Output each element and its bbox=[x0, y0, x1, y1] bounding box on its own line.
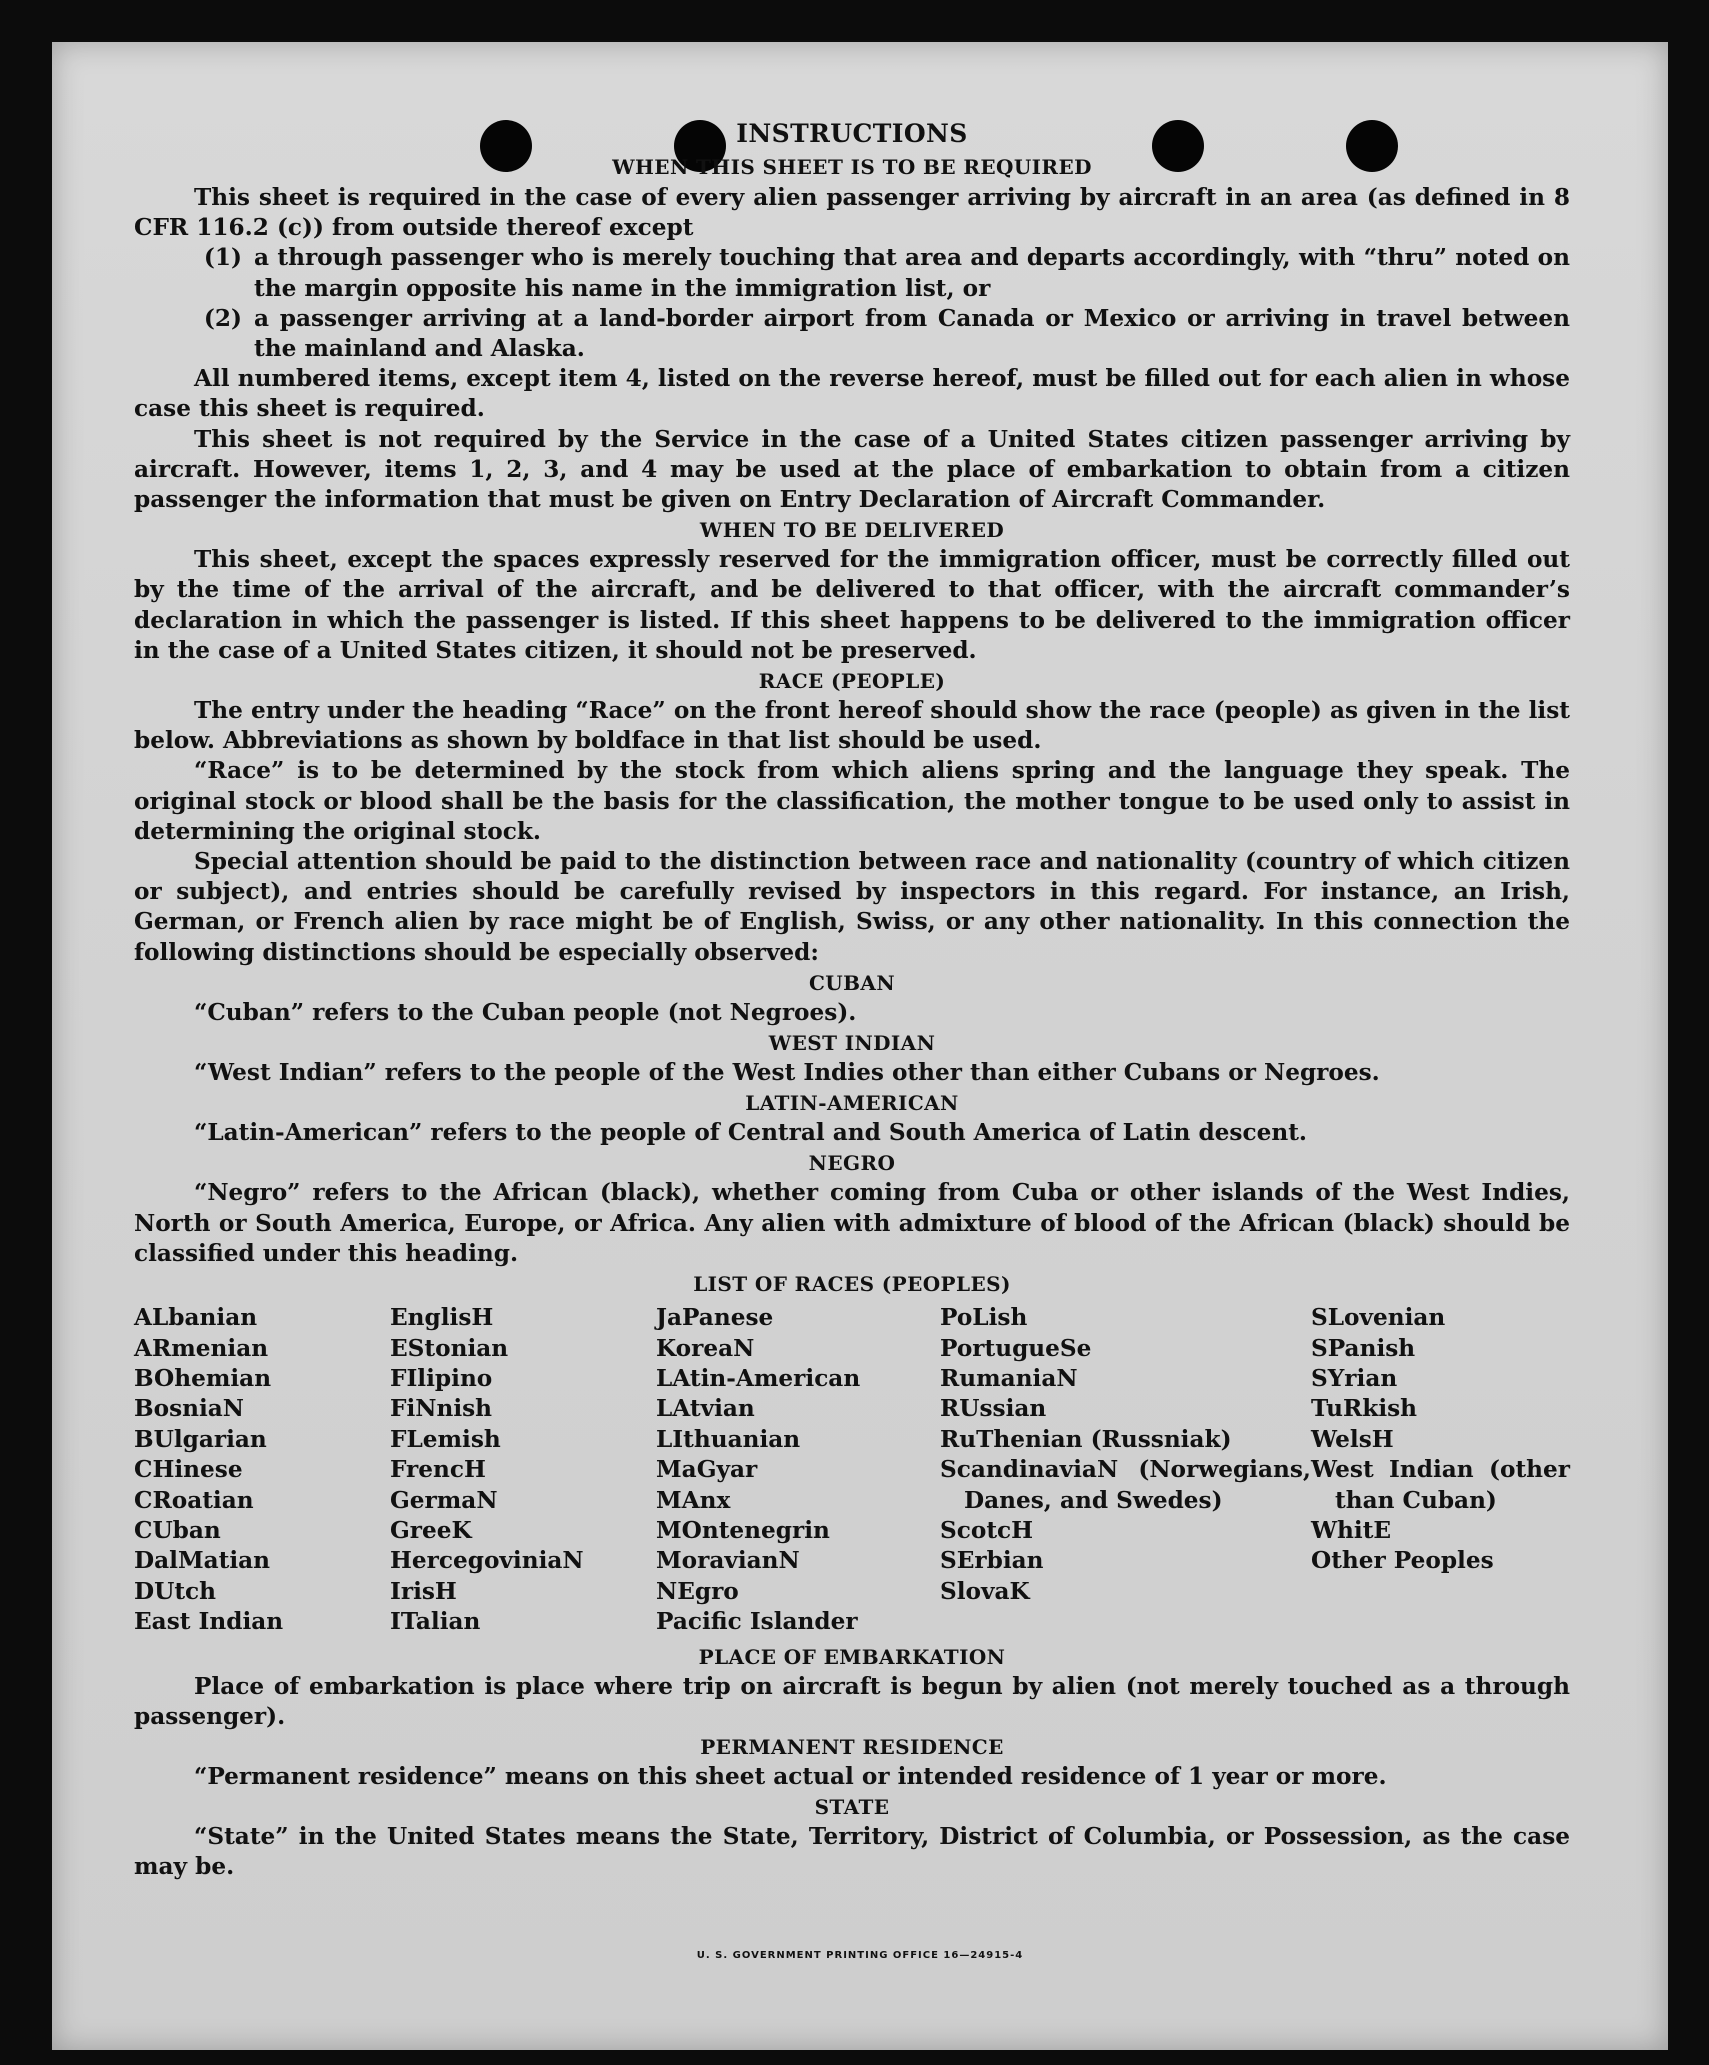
race-item: CUban bbox=[134, 1516, 221, 1544]
races-column-3 bbox=[656, 1303, 940, 1637]
item-text: a passenger arriving at a land-border airport from Canada or Mexico or arriving in travel between the mainland and Alaska. bbox=[254, 304, 1570, 363]
race-item: FLemish bbox=[390, 1425, 501, 1453]
race-item: BOhemian bbox=[134, 1364, 272, 1392]
race-item: KoreaN bbox=[656, 1334, 755, 1362]
race-item: CHinese bbox=[134, 1456, 243, 1484]
race-item: EStonian bbox=[390, 1334, 509, 1362]
race-item: ALbanian bbox=[134, 1304, 258, 1332]
paragraph-race-stock: “Race” is to be determined by the stock from which aliens spring and the language they speak. The original stock or blood shall be the basis for the classification, the mother tongue to be used only to assist in determining the original stock. bbox=[134, 757, 1570, 845]
race-item: WhitE bbox=[1311, 1516, 1392, 1544]
paragraph-state: “State” in the United States means the State, Territory, District of Columbia, or Possession, as the case may be. bbox=[134, 1823, 1570, 1881]
item-number: (2) bbox=[203, 304, 242, 332]
section-heading-embarkation: PLACE OF EMBARKATION bbox=[698, 1644, 1006, 1669]
race-item: LIthuanian bbox=[656, 1425, 801, 1453]
race-item: HercegoviniaN bbox=[390, 1547, 584, 1575]
paragraph-negro: “Negro” refers to the African (black), whether coming from Cuba or other islands of the West Indies, North or South America, Europe, or Africa. Any alien with admixture of blood of the African (black) should be classified under this heading. bbox=[134, 1179, 1570, 1267]
race-item: ARmenian bbox=[134, 1334, 269, 1362]
race-item: RumaniaN bbox=[940, 1364, 1078, 1392]
race-item: FIlipino bbox=[390, 1364, 493, 1392]
section-heading-latin-american: LATIN-AMERICAN bbox=[745, 1091, 959, 1116]
exception-item-1 bbox=[134, 243, 1570, 303]
section-heading-delivered: WHEN TO BE DELIVERED bbox=[699, 518, 1005, 543]
races-column-4 bbox=[940, 1303, 1311, 1637]
item-text: a through passenger who is merely touching that area and departs accordingly, with “thru” noted on the margin opposite his name in the immigration list, or bbox=[254, 244, 1570, 302]
race-item: Pacific Islander bbox=[656, 1608, 858, 1636]
race-item: EnglisH bbox=[390, 1304, 494, 1332]
race-item: NEgro bbox=[656, 1577, 739, 1605]
race-item: Other Peoples bbox=[1311, 1547, 1494, 1575]
item-number: (1) bbox=[203, 244, 242, 272]
paragraph-citizen: This sheet is not required by the Service in the case of a United States citizen passenger arriving by aircraft. However, items 1, 2, 3, and 4 may be used at the place of embarkation to obtain from a citizen passenger the information that must be given on Entry Declaration of Aircraft Commander. bbox=[134, 425, 1570, 514]
race-item: ScandinaviaN (Norwegians, Danes, and Swedes) bbox=[940, 1456, 1311, 1514]
race-item: BosniaN bbox=[134, 1395, 245, 1423]
race-item: DUtch bbox=[134, 1577, 217, 1605]
race-item: East Indian bbox=[134, 1608, 284, 1636]
paragraph-race-nationality: Special attention should be paid to the distinction between race and nationality (country of which citizen or subject), and entries should be carefully revised by inspectors in this regard. For instance, an Irish, German, or French alien by race might be of English, Swiss, or any other nationality. In this connection the following distinctions should be especially observed: bbox=[134, 848, 1570, 966]
paragraph-delivered: This sheet, except the spaces expressly reserved for the immigration officer, must be correctly filled out by the time of the arrival of the aircraft, and be delivered to that officer, with the aircraft commander’s declaration in which the passenger is listed. If this sheet happens to be delivered to the immigration officer in the case of a United States citizen, it should not be preserved. bbox=[134, 546, 1570, 664]
races-column-5 bbox=[1311, 1303, 1570, 1637]
paragraph-latin-american: “Latin-American” refers to the people of Central and South America of Latin descent. bbox=[194, 1119, 1307, 1147]
race-item: SErbian bbox=[940, 1547, 1044, 1575]
races-column-2 bbox=[390, 1303, 656, 1637]
section-heading-state: STATE bbox=[814, 1795, 890, 1820]
race-item: SPanish bbox=[1311, 1334, 1416, 1362]
race-item: SlovaK bbox=[940, 1577, 1030, 1605]
race-item: MOntenegrin bbox=[656, 1516, 830, 1544]
paragraph-race-entry: The entry under the heading “Race” on the front hereof should show the race (people) as given in the list below. Abbreviations as shown by boldface in that list should be used. bbox=[134, 697, 1570, 755]
race-item: RUssian bbox=[940, 1395, 1047, 1423]
section-heading-cuban: CUBAN bbox=[808, 970, 896, 995]
race-item: GreeK bbox=[390, 1516, 472, 1544]
race-item: ScotcH bbox=[940, 1516, 1034, 1544]
race-item: West Indian (other than Cuban) bbox=[1311, 1456, 1570, 1514]
race-item: FiNnish bbox=[390, 1395, 493, 1423]
race-item: LAtin-American bbox=[656, 1364, 861, 1392]
paragraph-cuban: “Cuban” refers to the Cuban people (not Negroes). bbox=[194, 998, 857, 1026]
race-item: ITalian bbox=[390, 1608, 481, 1636]
section-heading-west-indian: WEST INDIAN bbox=[768, 1031, 936, 1056]
section-heading-race: RACE (PEOPLE) bbox=[758, 669, 946, 694]
section-heading-negro: NEGRO bbox=[808, 1151, 896, 1176]
race-item: IrisH bbox=[390, 1577, 457, 1605]
race-item: GermaN bbox=[390, 1486, 498, 1514]
section-heading-list-of-races: LIST OF RACES (PEOPLES) bbox=[693, 1272, 1011, 1297]
race-item: CRoatian bbox=[134, 1486, 254, 1514]
exception-item-2 bbox=[134, 304, 1570, 364]
paragraph-west-indian: “West Indian” refers to the people of the West Indies other than either Cubans or Negroes. bbox=[194, 1059, 1380, 1087]
race-item: PortugueSe bbox=[940, 1334, 1092, 1362]
race-item: SLovenian bbox=[1311, 1304, 1446, 1332]
paragraph-required-intro: This sheet is required in the case of every alien passenger arriving by aircraft in an area (as defined in 8 CFR 116.2 (c)) from outside thereof except bbox=[134, 184, 1570, 242]
race-item: RuThenian (Russniak) bbox=[940, 1425, 1232, 1453]
race-item: MoravianN bbox=[656, 1547, 800, 1575]
races-column-1 bbox=[134, 1303, 390, 1637]
race-item: DalMatian bbox=[134, 1547, 271, 1575]
race-item: FrencH bbox=[390, 1456, 486, 1484]
printing-office-footer: U. S. GOVERNMENT PRINTING OFFICE 16—24915-4 bbox=[696, 1950, 1024, 1961]
race-item: BUlgarian bbox=[134, 1425, 267, 1453]
paragraph-permanent-residence: “Permanent residence” means on this sheet actual or intended residence of 1 year or more. bbox=[194, 1762, 1387, 1790]
paragraph-embarkation: Place of embarkation is place where trip on aircraft is begun by alien (not merely touched as a through passenger). bbox=[134, 1672, 1570, 1730]
race-item: MaGyar bbox=[656, 1456, 758, 1484]
race-item: SYrian bbox=[1311, 1364, 1398, 1392]
page-title: INSTRUCTIONS bbox=[736, 119, 968, 148]
races-list bbox=[134, 1303, 1570, 1637]
instructions-body bbox=[134, 117, 1570, 1883]
race-item: LAtvian bbox=[656, 1395, 755, 1423]
race-item: MAnx bbox=[656, 1486, 731, 1514]
paragraph-numbered-items: All numbered items, except item 4, listed on the reverse hereof, must be filled out for each alien in whose case this sheet is required. bbox=[134, 365, 1570, 423]
section-heading-permanent-residence: PERMANENT RESIDENCE bbox=[700, 1734, 1004, 1759]
section-heading-required: WHEN THIS SHEET IS TO BE REQUIRED bbox=[612, 155, 1092, 179]
race-item: JaPanese bbox=[656, 1304, 774, 1332]
race-item: PoLish bbox=[940, 1304, 1028, 1332]
race-item: WelsH bbox=[1311, 1425, 1394, 1453]
race-item: TuRkish bbox=[1311, 1395, 1418, 1423]
